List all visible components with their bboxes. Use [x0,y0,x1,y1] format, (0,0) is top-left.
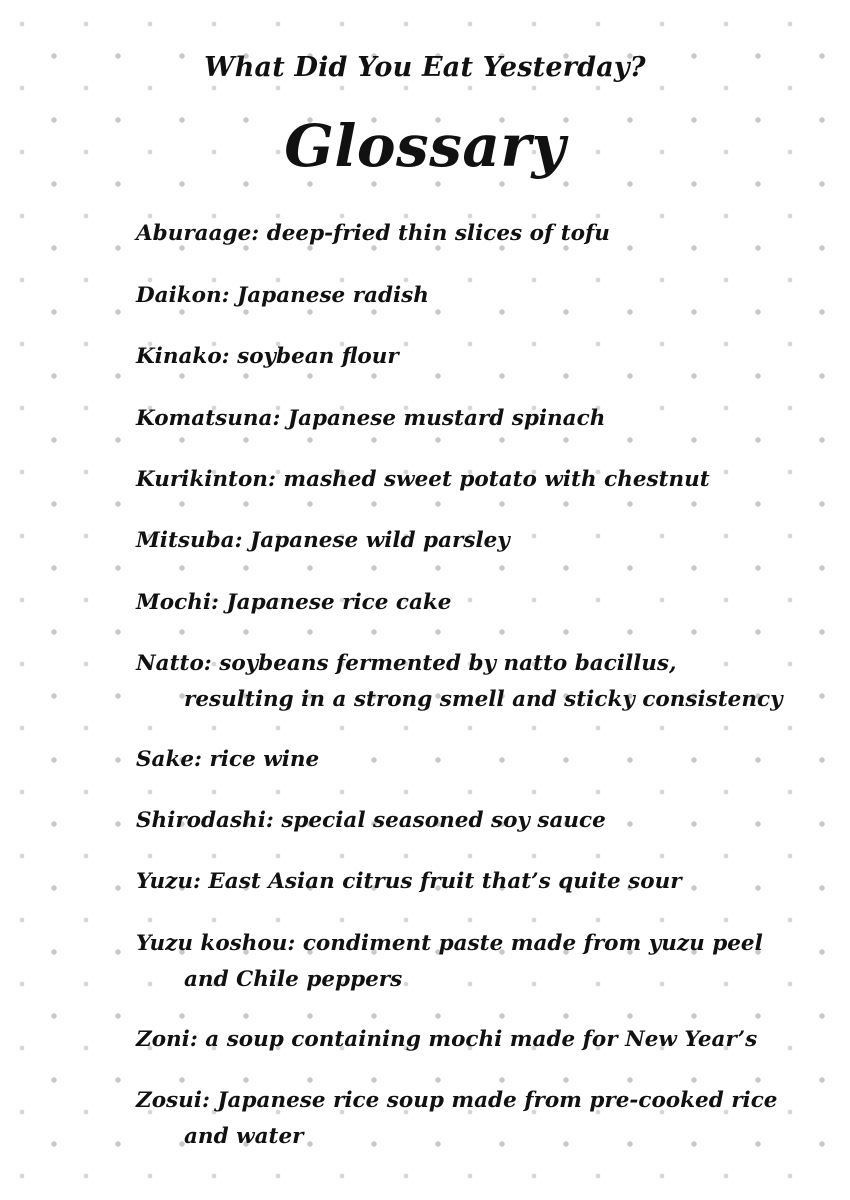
glossary-definition: a soup containing mochi made for New Year’s [205,1027,758,1052]
glossary-entry [136,864,784,900]
glossary-term: Mitsuba: [136,528,243,553]
glossary-definition: Japanese rice soup made from pre-cooked rice and water [184,1088,778,1149]
glossary-entry [136,278,784,314]
glossary-term: Mochi: [136,590,219,615]
glossary-definition: Japanese wild parsley [250,528,510,553]
glossary-entry [136,523,784,559]
glossary-entry [136,339,784,375]
glossary-definition: deep-fried thin slices of tofu [266,221,610,246]
glossary-entry [136,803,784,839]
glossary-term: Yuzu: [136,869,201,894]
glossary-heading: Glossary [284,112,566,180]
glossary-entry [136,585,784,621]
glossary-entry [136,401,784,437]
glossary-definition: Japanese mustard spinach [287,406,606,431]
glossary-term: Yuzu koshou: [136,931,296,956]
glossary-term: Shirodashi: [136,808,274,833]
glossary-definition: Japanese rice cake [226,590,452,615]
glossary-definition: mashed sweet potato with chestnut [283,467,710,492]
glossary-entry [136,646,784,718]
glossary-entry [136,926,784,998]
glossary-term: Sake: [136,747,202,772]
glossary-definition: Japanese radish [237,283,429,308]
glossary-definition: rice wine [209,747,320,772]
glossary-entry [136,462,784,498]
glossary-entry [136,742,784,778]
glossary-definition: soybean flour [237,344,399,369]
glossary-term: Kurikinton: [136,467,276,492]
glossary-term: Zosui: [136,1088,210,1113]
glossary-term: Kinako: [136,344,230,369]
series-title: What Did You Eat Yesterday? [204,52,646,83]
glossary-entry [136,1022,784,1058]
glossary-term: Daikon: [136,283,230,308]
glossary-definition: soybeans fermented by natto bacillus, resulting in a strong smell and sticky consistency [184,651,783,712]
glossary-entry [136,1083,784,1155]
glossary-definition: condiment paste made from yuzu peel and Chile peppers [184,931,763,992]
glossary-entry [136,216,784,252]
glossary-term: Natto: [136,651,212,676]
glossary-term: Zoni: [136,1027,198,1052]
glossary-definition: East Asian citrus fruit that’s quite sour [208,869,682,894]
glossary-term: Komatsuna: [136,406,281,431]
glossary-term: Aburaage: [136,221,260,246]
glossary-definition: special seasoned soy sauce [281,808,606,833]
